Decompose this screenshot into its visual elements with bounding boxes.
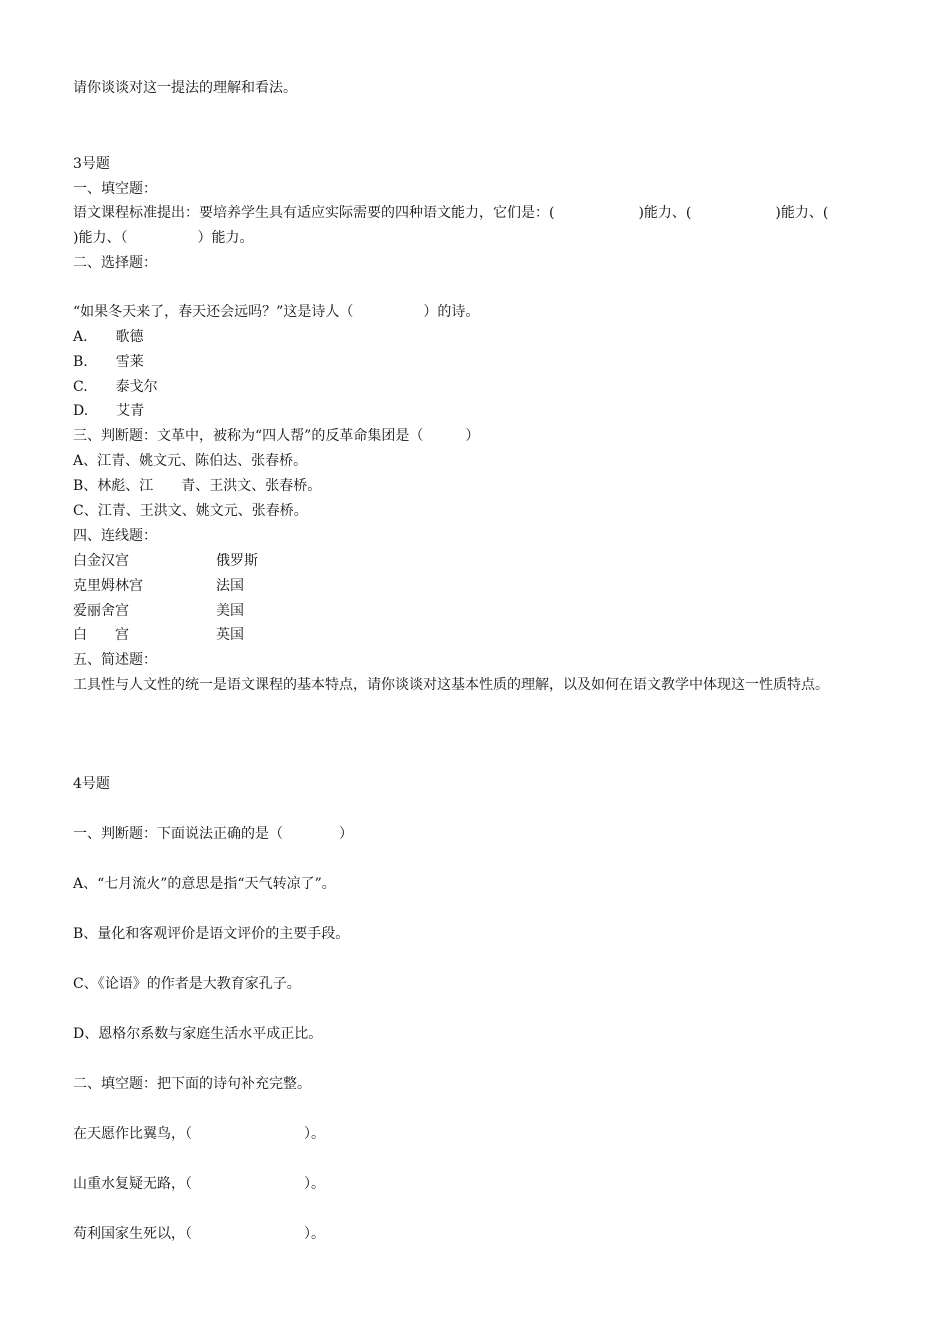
q3-s4-left-item: 白 宫: [73, 627, 129, 643]
q3-s3-option-c: C、江青、王洪文、姚文元、张春桥。: [73, 503, 308, 519]
q3-s5-heading: 五、简述题：: [73, 652, 157, 668]
q3-s1-heading: 一、填空题：: [73, 181, 157, 197]
q3-s3-option-a: A、江青、姚文元、陈伯达、张春桥。: [73, 453, 308, 469]
intro-text: 请你谈谈对这一提法的理解和看法。: [73, 80, 297, 96]
q4-s2-line: 苟利国家生死以，（ ）。: [73, 1226, 325, 1242]
q3-s2-heading: 二、选择题：: [73, 255, 157, 271]
q3-s4-heading: 四、连线题：: [73, 528, 157, 544]
q4-s2-heading: 二、填空题：把下面的诗句补充完整。: [73, 1076, 311, 1092]
q3-s1-text-b: )能力、（ ）能力。: [73, 230, 254, 246]
q3-s1-text-a: 语文课程标准提出：要培养学生具有适应实际需要的四种语文能力，它们是：( )能力、( )能力、(: [73, 205, 829, 221]
q3-s5-text: 工具性与人文性的统一是语文课程的基本特点，请你谈谈对这基本性质的理解，以及如何在语文教学中体现这一性质特点。: [73, 677, 829, 693]
q3-s2-option-d: D. 艾青: [73, 403, 145, 419]
q3-s2-option-c: C. 泰戈尔: [73, 379, 158, 395]
q4-s1-option-a: A、“七月流火”的意思是指“天气转凉了”。: [73, 876, 336, 892]
q3-s4-left-item: 白金汉宫: [73, 553, 129, 569]
q3-s4-left-item: 克里姆林宫: [73, 578, 143, 594]
q3-s3-option-b: B、林彪、江 青、王洪文、张春桥。: [73, 478, 322, 494]
q4-s1-option-d: D、恩格尔系数与家庭生活水平成正比。: [73, 1026, 323, 1042]
q4-title: 4号题: [73, 776, 110, 792]
q3-title: 3号题: [73, 156, 110, 172]
q3-s4-right-item: 英国: [216, 627, 244, 643]
q4-s2-line: 山重水复疑无路，（ ）。: [73, 1176, 325, 1192]
q3-s4-left-item: 爱丽舍宫: [73, 603, 129, 619]
q3-s2-option-b: B. 雪莱: [73, 354, 144, 370]
q3-s4-right-item: 法国: [216, 578, 244, 594]
q3-s3-heading: 三、判断题：文革中，被称为“四人帮”的反革命集团是（ ）: [73, 428, 480, 444]
q3-s2-option-a: A. 歌德: [73, 329, 144, 345]
q3-s2-question: “如果冬天来了，春天还会远吗？”这是诗人（ ）的诗。: [73, 304, 480, 320]
q3-s4-right-item: 美国: [216, 603, 244, 619]
q4-s1-option-b: B、量化和客观评价是语文评价的主要手段。: [73, 926, 350, 942]
q4-s2-line: 在天愿作比翼鸟，（ ）。: [73, 1126, 325, 1142]
q4-s1-option-c: C、《论语》的作者是大教育家孔子。: [73, 976, 301, 992]
q4-s1-heading: 一、判断题：下面说法正确的是（ ）: [73, 826, 353, 842]
q3-s4-right-item: 俄罗斯: [216, 553, 258, 569]
